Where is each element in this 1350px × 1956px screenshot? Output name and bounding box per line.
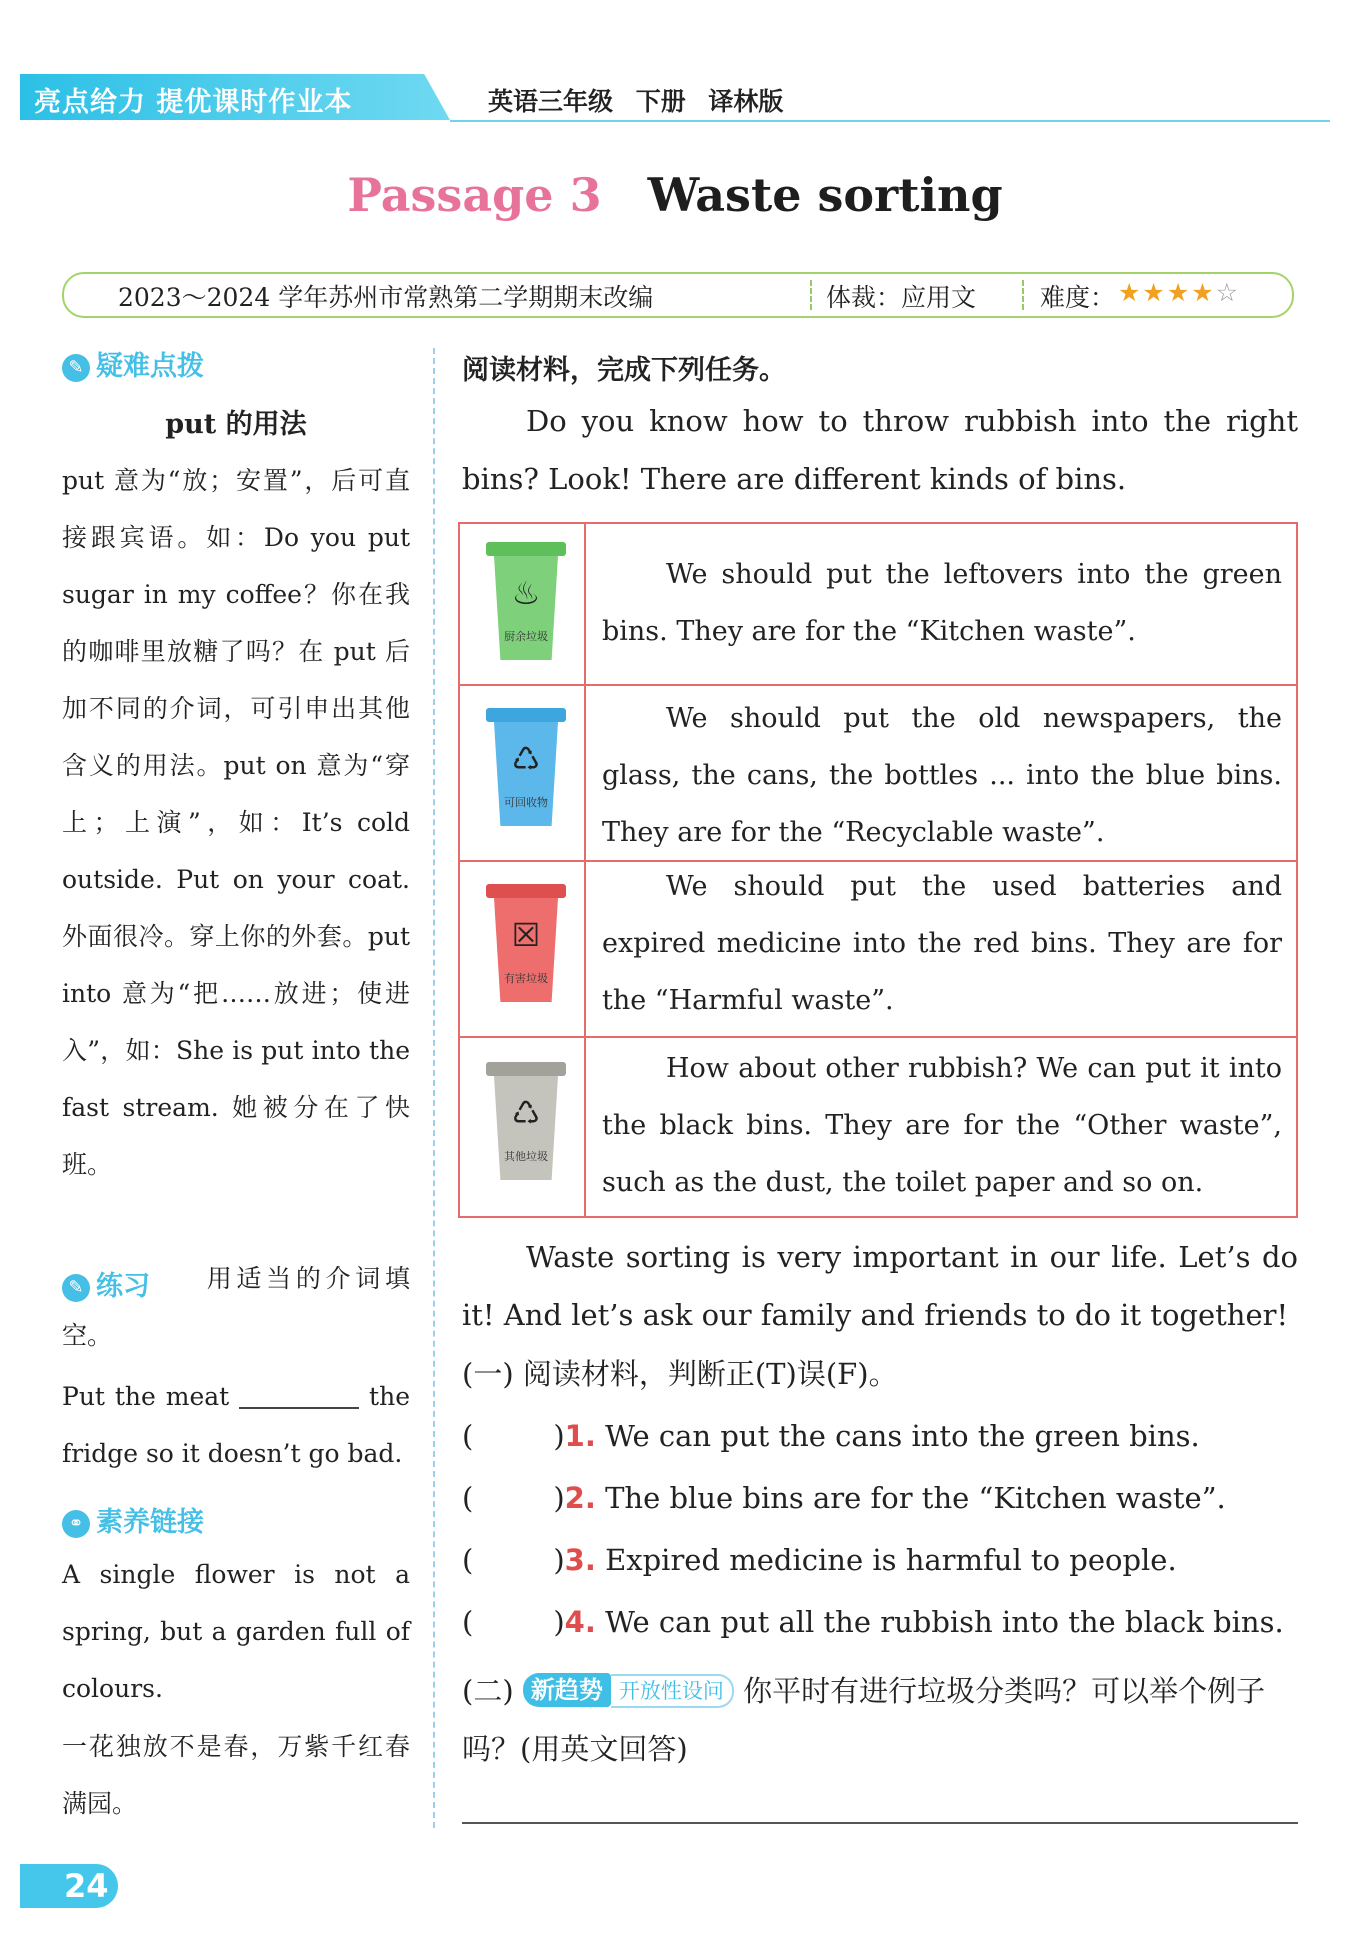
passage-topic: Waste sorting [647, 168, 1003, 222]
source-text: 2023～2024 学年苏州市常熟第二学期期末改编 [118, 283, 654, 312]
difficulty-label: 难度： [1040, 283, 1116, 312]
closing-paragraph [462, 1228, 1298, 1344]
task2 [462, 1662, 1298, 1778]
link-heading-label: 素养链接 [96, 1507, 204, 1538]
trend-badge: 新趋势 [523, 1673, 611, 1707]
pencil-icon: ✎ [62, 354, 90, 382]
passage-number: Passage 3 [347, 168, 602, 222]
green-bin-icon: ♨ 厨余垃圾 [490, 542, 562, 660]
intro-paragraph [462, 392, 1298, 508]
fill-blank[interactable] [239, 1381, 359, 1409]
open-question-badge: 开放性设问 [611, 1674, 734, 1708]
practice-heading-label: 练习 [96, 1271, 150, 1302]
link-heading [62, 1500, 204, 1539]
answer-bracket[interactable]: ( [462, 1481, 474, 1515]
tips-heading [62, 344, 204, 383]
bin-table [458, 522, 1298, 1218]
practice-sentence [62, 1368, 410, 1482]
bin-row-blue [460, 684, 1296, 862]
bin-description: How about other rubbish? We can put it into the black bins. They are for the “Other waste”, such as the dust, the toilet paper and so on. [602, 1053, 1282, 1198]
bin-description: We should put the old newspapers, the glass, the cans, the bottles ... into the blue bins. They are for the “Recyclable waste”. [602, 703, 1282, 848]
question-1: ( )1. We can put the cans into the green bins. [462, 1419, 1200, 1453]
book-info: 英语三年级 下册 译林版 [488, 87, 784, 116]
practice-before: Put the meat [62, 1382, 230, 1411]
link-icon: ⚭ [62, 1510, 90, 1538]
intro-text: Do you know how to throw rubbish into the right bins? Look! There are different kinds of bins. [462, 404, 1298, 496]
header-rule [450, 120, 1330, 122]
link-chinese: 一花独放不是春，万紫千红春满园。 [62, 1732, 410, 1818]
info-separator [810, 280, 812, 310]
bin-description: We should put the used batteries and expired medicine into the red bins. They are for the “Harmful waste”. [602, 871, 1282, 1016]
task1-heading: (一) 阅读材料，判断正(T)误(F)。 [462, 1357, 898, 1391]
bin-row-red [460, 860, 1296, 1038]
series-title: 亮点给力 提优课时作业本 [34, 87, 353, 118]
star-filled-icons: ★★★★ [1118, 278, 1216, 307]
task2-text: 你平时有进行垃圾分类吗？可以举个例子吗？(用英文回答) [462, 1674, 1266, 1766]
bin-label: 其他垃圾 [504, 1150, 548, 1163]
blue-bin-icon: ♺ 可回收物 [490, 708, 562, 826]
practice-after: the fridge so it doesn’t go bad. [62, 1382, 410, 1468]
question-2: ( )2. The blue bins are for the “Kitchen waste”. [462, 1481, 1226, 1515]
star-empty-icon: ☆ [1215, 278, 1241, 307]
practice-task-text: 用适当的介词填空。 [62, 1264, 410, 1350]
bin-label: 可回收物 [504, 796, 548, 809]
red-bin-icon: ☒ 有害垃圾 [490, 884, 562, 1002]
bin-row-black [460, 1036, 1296, 1218]
tips-body: put 意为“放；安置”，后可直接跟宾语。如：Do you put sugar in my coffee？你在我的咖啡里放糖了吗？在 put 后加不同的介词，可引申出其他含义的用法。put on 意为“穿上；上演”，如：It’s cold outside. Put on your coat. 外面很冷。穿上你的外套。put into 意为“把……放进；使进入”，如：She is put into the fast stream. 她被分在了快班。 [62, 466, 410, 1179]
gray-bin-icon: ♺ 其他垃圾 [490, 1062, 562, 1180]
practice-task [62, 1250, 410, 1364]
column-divider [433, 348, 435, 1828]
bin-description: We should put the leftovers into the green bins. They are for the “Kitchen waste”. [602, 559, 1282, 647]
tips-heading-label: 疑难点拨 [96, 351, 204, 382]
bin-label: 有害垃圾 [504, 972, 548, 985]
link-english: A single flower is not a spring, but a garden full of colours. [62, 1560, 410, 1703]
difficulty-stars [1118, 278, 1240, 307]
reading-instruction: 阅读材料，完成下列任务。 [462, 355, 786, 386]
pencil-icon: ✎ [62, 1274, 90, 1302]
tips-title: put 的用法 [165, 409, 307, 440]
answer-bracket[interactable]: ( [462, 1419, 474, 1453]
answer-bracket[interactable]: ( [462, 1605, 474, 1639]
page-title [0, 168, 1350, 222]
answer-bracket[interactable]: ( [462, 1543, 474, 1577]
question-3: ( )3. Expired medicine is harmful to people. [462, 1543, 1177, 1577]
question-4: ( )4. We can put all the rubbish into the black bins. [462, 1605, 1284, 1639]
page-number: 24 [20, 1864, 118, 1908]
closing-text: Waste sorting is very important in our life. Let’s do it! And let’s ask our family and friends to do it together! [462, 1240, 1298, 1332]
bin-row-green [460, 524, 1296, 684]
bin-label: 厨余垃圾 [504, 630, 548, 643]
info-separator [1022, 280, 1024, 310]
task2-prefix: (二) [462, 1674, 514, 1708]
genre-text: 体裁：应用文 [826, 283, 977, 312]
answer-line[interactable] [462, 1822, 1298, 1824]
